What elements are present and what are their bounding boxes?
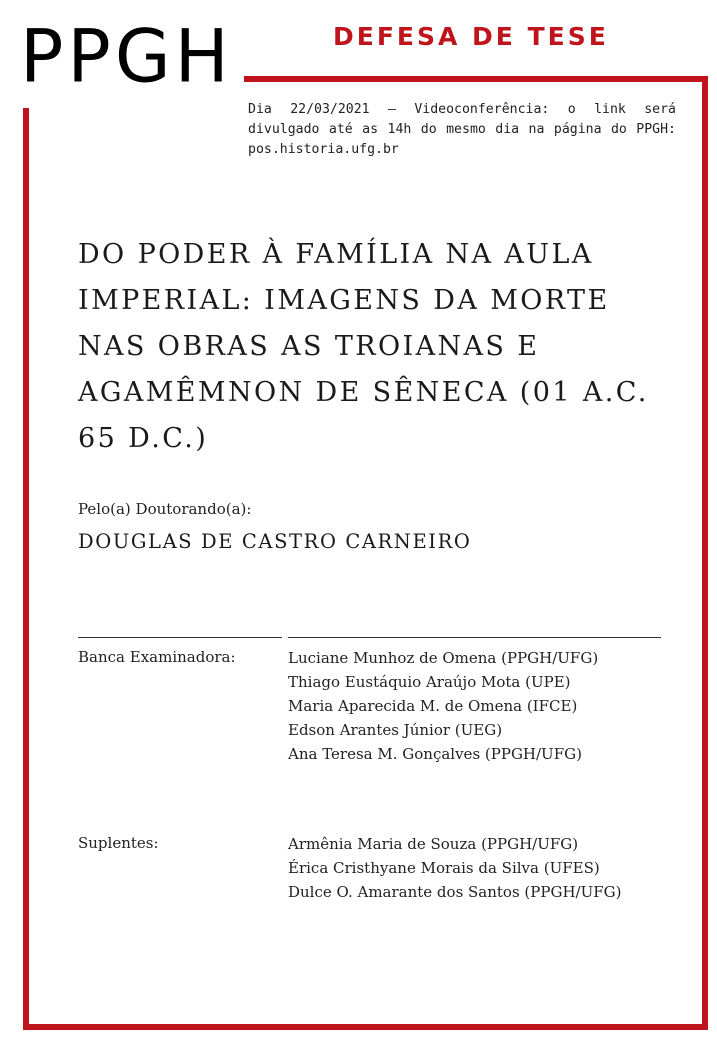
ppgh-logo: PPGH xyxy=(20,13,233,99)
frame-left-border xyxy=(23,108,29,1030)
frame-top-border xyxy=(244,76,708,82)
suplente-member: Armênia Maria de Souza (PPGH/UFG) xyxy=(288,835,579,853)
suplente-member: Érica Cristhyane Morais da Silva (UFES) xyxy=(288,859,600,877)
banca-member: Maria Aparecida M. de Omena (IFCE) xyxy=(288,697,578,715)
event-info: Dia 22/03/2021 – Videoconferência: o link será divulgado até as 14h do mesmo dia na página do PPGH: pos.historia.ufg.br xyxy=(248,102,676,157)
divider-left xyxy=(78,637,282,638)
banca-member: Luciane Munhoz de Omena (PPGH/UFG) xyxy=(288,649,599,667)
banca-member: Ana Teresa M. Gonçalves (PPGH/UFG) xyxy=(288,745,582,763)
header-title: DEFESA DE TESE xyxy=(333,22,609,51)
banca-member: Edson Arantes Júnior (UEG) xyxy=(288,721,503,739)
suplente-member: Dulce O. Amarante dos Santos (PPGH/UFG) xyxy=(288,883,622,901)
frame-bottom-border xyxy=(23,1024,708,1030)
frame-right-border xyxy=(702,76,708,1030)
banca-label: Banca Examinadora: xyxy=(78,648,236,666)
thesis-title: DO PODER À FAMÍLIA NA AULA IMPERIAL: IMAGENS DA MORTE NAS OBRAS AS TROIANAS E AGAMÊMNON DE SÊNECA (01 A.C. 65 D.C.) xyxy=(78,239,649,454)
banca-member-list xyxy=(288,646,598,766)
banca-member: Thiago Eustáquio Araújo Mota (UPE) xyxy=(288,673,571,691)
divider-right xyxy=(288,637,661,638)
suplentes-member-list xyxy=(288,832,621,904)
candidate-label: Pelo(a) Doutorando(a): xyxy=(78,500,252,518)
candidate-name: DOUGLAS DE CASTRO CARNEIRO xyxy=(78,530,472,553)
suplentes-label: Suplentes: xyxy=(78,834,159,852)
